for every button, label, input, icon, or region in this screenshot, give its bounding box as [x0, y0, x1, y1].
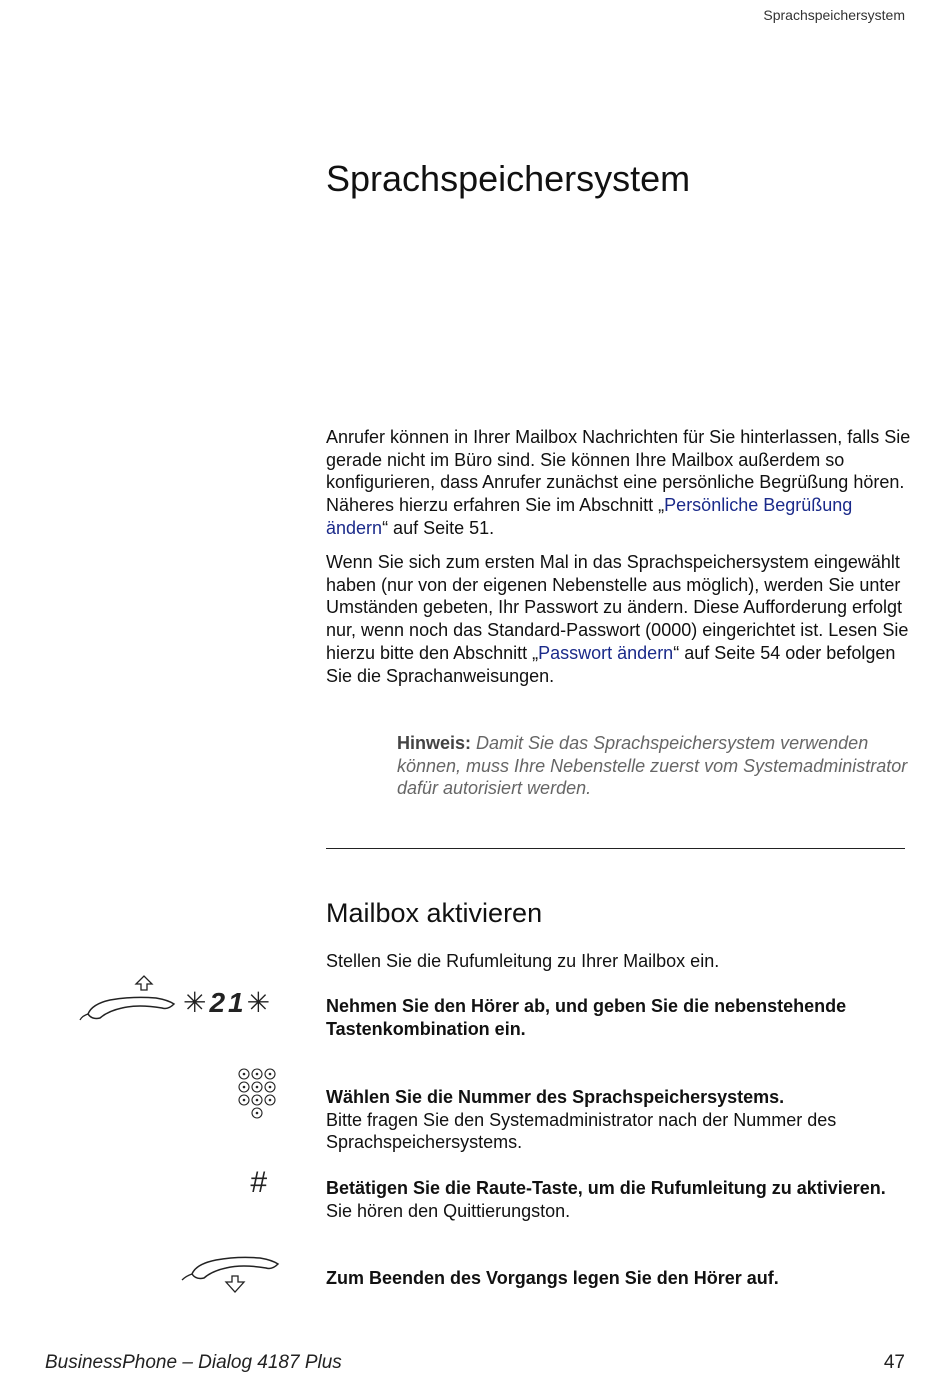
step-3-detail: Sie hören den Quittierungston.: [326, 1200, 571, 1221]
note-label: Hinweis:: [397, 733, 472, 753]
keypad-icon: [238, 1066, 280, 1122]
step-4-instruction: Zum Beenden des Vorgangs legen Sie den Hörer auf.: [326, 1268, 779, 1288]
section-heading: Mailbox aktivieren: [326, 898, 543, 928]
running-header: Sprachspeichersystem: [763, 7, 905, 23]
intro-text: Anrufer können in Ihrer Mailbox Nachrichten für Sie hinterlassen, falls Sie gerade nicht im Büro sind. Sie können Ihre Mailbox außerdem so konfigurieren, dass Anrufer zunächst eine persönliche Begrüßung hören. Näheres hierzu erfahren Sie im Abschnitt „: [326, 427, 911, 516]
step-3-instruction: Betätigen Sie die Raute-Taste, um die Rufumleitung zu aktivieren.: [326, 1178, 886, 1198]
footer-product: BusinessPhone – Dialog 4187 Plus: [45, 1352, 342, 1373]
step-1-instruction: Nehmen Sie den Hörer ab, und geben Sie die nebenstehende Tastenkombination ein.: [326, 996, 847, 1039]
password-paragraph: [326, 551, 911, 687]
hash-key-icon: #: [250, 1166, 267, 1199]
handset-lift-icon: [78, 974, 183, 1024]
step-4: [326, 1267, 911, 1290]
page-title: Sprachspeichersystem: [326, 158, 691, 199]
handset-replace-icon: [178, 1252, 283, 1296]
greeting-link[interactable]: Persönliche Begrüßung ändern: [326, 495, 853, 538]
step-3: [326, 1177, 911, 1222]
password-text: Wenn Sie sich zum ersten Mal in das Sprachspeichersystem eingewählt haben (nur von der eigenen Nebenstelle aus möglich), werden Sie unter Umständen gebeten, Ihr Passwort zu ändern. Diese Aufforderung erfolgt nur, wenn noch das Standard-Passwort (0000) eingerichtet ist. Lesen Sie hierzu bitte den Abschnitt „: [326, 552, 909, 663]
page-number: 47: [883, 1352, 905, 1373]
password-link[interactable]: Passwort ändern: [538, 642, 674, 663]
note-text: Damit Sie das Sprachspeichersystem verwenden können, muss Ihre Nebenstelle zuerst vom Systemadministrator dafür autorisiert werden.: [397, 733, 908, 799]
note-box: [397, 732, 917, 800]
password-text-end: “ auf Seite 54 oder befolgen Sie die Sprachanweisungen.: [326, 642, 896, 686]
section-divider: [326, 848, 905, 849]
section-intro: Stellen Sie die Rufumleitung zu Ihrer Mailbox ein.: [326, 951, 720, 971]
star-21-star-code: ✳21✳: [183, 987, 274, 1018]
step-1: [326, 995, 911, 1040]
step-2-detail: Bitte fragen Sie den Systemadministrator nach der Nummer des Sprachspeichersystems.: [326, 1109, 837, 1153]
step-2: [326, 1086, 911, 1154]
intro-paragraph: [326, 426, 911, 540]
step-2-instruction: Wählen Sie die Nummer des Sprachspeichersystems.: [326, 1087, 785, 1107]
intro-text-end: “ auf Seite 51.: [382, 517, 495, 538]
